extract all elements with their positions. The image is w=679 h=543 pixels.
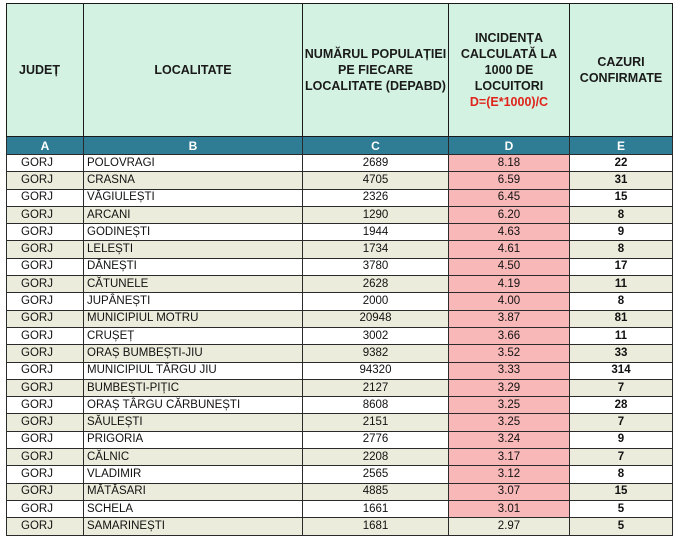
table-row bbox=[7, 241, 673, 258]
cell-cazuri: 8 bbox=[570, 466, 673, 483]
cell-populatie: 1944 bbox=[303, 224, 449, 241]
cell-populatie: 2151 bbox=[303, 414, 449, 431]
table-row bbox=[7, 310, 673, 327]
table-row bbox=[7, 224, 673, 241]
cell-incidenta: 3.52 bbox=[449, 345, 570, 362]
cell-cazuri: 5 bbox=[570, 500, 673, 517]
header-row bbox=[7, 4, 673, 137]
table-row bbox=[7, 483, 673, 500]
cell-localitate: DĂNEȘTI bbox=[84, 258, 303, 275]
cell-populatie: 1681 bbox=[303, 518, 449, 535]
cell-populatie: 4885 bbox=[303, 483, 449, 500]
column-letter-row bbox=[7, 137, 673, 155]
header-cazuri: CAZURI CONFIRMATE bbox=[570, 4, 673, 137]
cell-judet: GORJ bbox=[7, 206, 84, 223]
cell-judet: GORJ bbox=[7, 241, 84, 258]
cell-cazuri: 33 bbox=[570, 345, 673, 362]
cell-cazuri: 8 bbox=[570, 241, 673, 258]
cell-cazuri: 22 bbox=[570, 155, 673, 172]
cell-localitate: GODINEȘTI bbox=[84, 224, 303, 241]
table-row bbox=[7, 327, 673, 344]
cell-cazuri: 7 bbox=[570, 414, 673, 431]
table-row bbox=[7, 414, 673, 431]
cell-populatie: 2776 bbox=[303, 431, 449, 448]
cell-cazuri: 314 bbox=[570, 362, 673, 379]
cell-cazuri: 28 bbox=[570, 397, 673, 414]
column-letter-c: C bbox=[303, 137, 449, 155]
cell-incidenta: 2.97 bbox=[449, 518, 570, 535]
cell-incidenta: 6.20 bbox=[449, 206, 570, 223]
cell-localitate: MUNICIPIUL MOTRU bbox=[84, 310, 303, 327]
cell-localitate: CĂTUNELE bbox=[84, 276, 303, 293]
table-row bbox=[7, 276, 673, 293]
cell-localitate: SCHELA bbox=[84, 500, 303, 517]
cell-incidenta: 3.12 bbox=[449, 466, 570, 483]
document-page bbox=[6, 3, 673, 536]
cell-cazuri: 31 bbox=[570, 172, 673, 189]
cell-populatie: 94320 bbox=[303, 362, 449, 379]
cell-judet: GORJ bbox=[7, 155, 84, 172]
cell-localitate: LELEȘTI bbox=[84, 241, 303, 258]
column-letter-b: B bbox=[84, 137, 303, 155]
cell-populatie: 20948 bbox=[303, 310, 449, 327]
cell-populatie: 2208 bbox=[303, 449, 449, 466]
cell-incidenta: 4.61 bbox=[449, 241, 570, 258]
cell-judet: GORJ bbox=[7, 483, 84, 500]
cell-incidenta: 3.29 bbox=[449, 379, 570, 396]
cell-incidenta: 3.33 bbox=[449, 362, 570, 379]
table-row bbox=[7, 206, 673, 223]
cell-judet: GORJ bbox=[7, 172, 84, 189]
header-incidenta-label: INCIDENȚA CALCULATĂ LA 1000 DE LOCUITORI bbox=[460, 31, 558, 93]
cell-judet: GORJ bbox=[7, 293, 84, 310]
header-incidenta bbox=[449, 4, 570, 137]
cell-judet: GORJ bbox=[7, 276, 84, 293]
cell-cazuri: 11 bbox=[570, 327, 673, 344]
cell-populatie: 3780 bbox=[303, 258, 449, 275]
header-localitate: LOCALITATE bbox=[84, 4, 303, 137]
cell-cazuri: 15 bbox=[570, 483, 673, 500]
cell-populatie: 2565 bbox=[303, 466, 449, 483]
cell-incidenta: 3.07 bbox=[449, 483, 570, 500]
cell-cazuri: 7 bbox=[570, 379, 673, 396]
cell-cazuri: 8 bbox=[570, 206, 673, 223]
cell-incidenta: 8.18 bbox=[449, 155, 570, 172]
cell-judet: GORJ bbox=[7, 362, 84, 379]
header-populatie: NUMĂRUL POPULAȚIEI PE FIECARE LOCALITATE (DEPABD) bbox=[303, 4, 449, 137]
cell-localitate: CRUȘEȚ bbox=[84, 327, 303, 344]
cell-cazuri: 7 bbox=[570, 449, 673, 466]
table-row bbox=[7, 258, 673, 275]
cell-localitate: SĂULEȘTI bbox=[84, 414, 303, 431]
table-row bbox=[7, 189, 673, 206]
cell-populatie: 1290 bbox=[303, 206, 449, 223]
cell-incidenta: 4.00 bbox=[449, 293, 570, 310]
column-letter-e: E bbox=[570, 137, 673, 155]
header-incidenta-formula: D=(E*1000)/C bbox=[469, 95, 549, 109]
cell-judet: GORJ bbox=[7, 189, 84, 206]
cell-judet: GORJ bbox=[7, 431, 84, 448]
cell-judet: GORJ bbox=[7, 327, 84, 344]
incidence-table bbox=[6, 3, 673, 536]
table-row bbox=[7, 155, 673, 172]
cell-judet: GORJ bbox=[7, 224, 84, 241]
table-row bbox=[7, 345, 673, 362]
cell-populatie: 9382 bbox=[303, 345, 449, 362]
cell-judet: GORJ bbox=[7, 379, 84, 396]
header-judet: JUDEȚ bbox=[7, 4, 84, 137]
cell-cazuri: 17 bbox=[570, 258, 673, 275]
cell-cazuri: 8 bbox=[570, 293, 673, 310]
table-row bbox=[7, 362, 673, 379]
cell-localitate: CĂLNIC bbox=[84, 449, 303, 466]
cell-cazuri: 9 bbox=[570, 224, 673, 241]
cell-incidenta: 3.87 bbox=[449, 310, 570, 327]
column-letter-a: A bbox=[7, 137, 84, 155]
cell-judet: GORJ bbox=[7, 310, 84, 327]
cell-localitate: ORAȘ BUMBEȘTI-JIU bbox=[84, 345, 303, 362]
cell-populatie: 3002 bbox=[303, 327, 449, 344]
table-row bbox=[7, 379, 673, 396]
cell-judet: GORJ bbox=[7, 397, 84, 414]
table-row bbox=[7, 293, 673, 310]
cell-incidenta: 3.66 bbox=[449, 327, 570, 344]
cell-populatie: 2628 bbox=[303, 276, 449, 293]
cell-populatie: 2689 bbox=[303, 155, 449, 172]
cell-cazuri: 15 bbox=[570, 189, 673, 206]
cell-localitate: PRIGORIA bbox=[84, 431, 303, 448]
cell-judet: GORJ bbox=[7, 518, 84, 535]
cell-incidenta: 3.17 bbox=[449, 449, 570, 466]
column-letter-d: D bbox=[449, 137, 570, 155]
table-row bbox=[7, 397, 673, 414]
cell-populatie: 8608 bbox=[303, 397, 449, 414]
cell-incidenta: 4.63 bbox=[449, 224, 570, 241]
cell-incidenta: 3.24 bbox=[449, 431, 570, 448]
table-body bbox=[7, 155, 673, 536]
cell-localitate: ORAȘ TÂRGU CĂRBUNEȘTI bbox=[84, 397, 303, 414]
cell-localitate: BUMBEȘTI-PIȚIC bbox=[84, 379, 303, 396]
cell-incidenta: 4.50 bbox=[449, 258, 570, 275]
cell-incidenta: 3.01 bbox=[449, 500, 570, 517]
table-row bbox=[7, 500, 673, 517]
cell-localitate: SAMARINEȘTI bbox=[84, 518, 303, 535]
cell-localitate: VLADIMIR bbox=[84, 466, 303, 483]
table-row bbox=[7, 431, 673, 448]
cell-incidenta: 3.25 bbox=[449, 414, 570, 431]
cell-populatie: 2127 bbox=[303, 379, 449, 396]
cell-populatie: 2000 bbox=[303, 293, 449, 310]
cell-judet: GORJ bbox=[7, 466, 84, 483]
cell-localitate: ARCANI bbox=[84, 206, 303, 223]
cell-judet: GORJ bbox=[7, 345, 84, 362]
cell-judet: GORJ bbox=[7, 258, 84, 275]
table-row bbox=[7, 466, 673, 483]
cell-cazuri: 81 bbox=[570, 310, 673, 327]
cell-cazuri: 11 bbox=[570, 276, 673, 293]
cell-incidenta: 6.45 bbox=[449, 189, 570, 206]
cell-incidenta: 3.25 bbox=[449, 397, 570, 414]
cell-localitate: VĂGIULEȘTI bbox=[84, 189, 303, 206]
table-row bbox=[7, 518, 673, 535]
cell-populatie: 2326 bbox=[303, 189, 449, 206]
cell-incidenta: 6.59 bbox=[449, 172, 570, 189]
cell-localitate: MĂTĂSARI bbox=[84, 483, 303, 500]
cell-cazuri: 5 bbox=[570, 518, 673, 535]
cell-localitate: JUPÂNEȘTI bbox=[84, 293, 303, 310]
table-row bbox=[7, 449, 673, 466]
cell-localitate: POLOVRAGI bbox=[84, 155, 303, 172]
cell-populatie: 1661 bbox=[303, 500, 449, 517]
cell-populatie: 1734 bbox=[303, 241, 449, 258]
cell-cazuri: 9 bbox=[570, 431, 673, 448]
cell-judet: GORJ bbox=[7, 500, 84, 517]
cell-judet: GORJ bbox=[7, 449, 84, 466]
cell-populatie: 4705 bbox=[303, 172, 449, 189]
cell-incidenta: 4.19 bbox=[449, 276, 570, 293]
table-row bbox=[7, 172, 673, 189]
cell-localitate: CRASNA bbox=[84, 172, 303, 189]
cell-judet: GORJ bbox=[7, 414, 84, 431]
cell-localitate: MUNICIPIUL TÂRGU JIU bbox=[84, 362, 303, 379]
